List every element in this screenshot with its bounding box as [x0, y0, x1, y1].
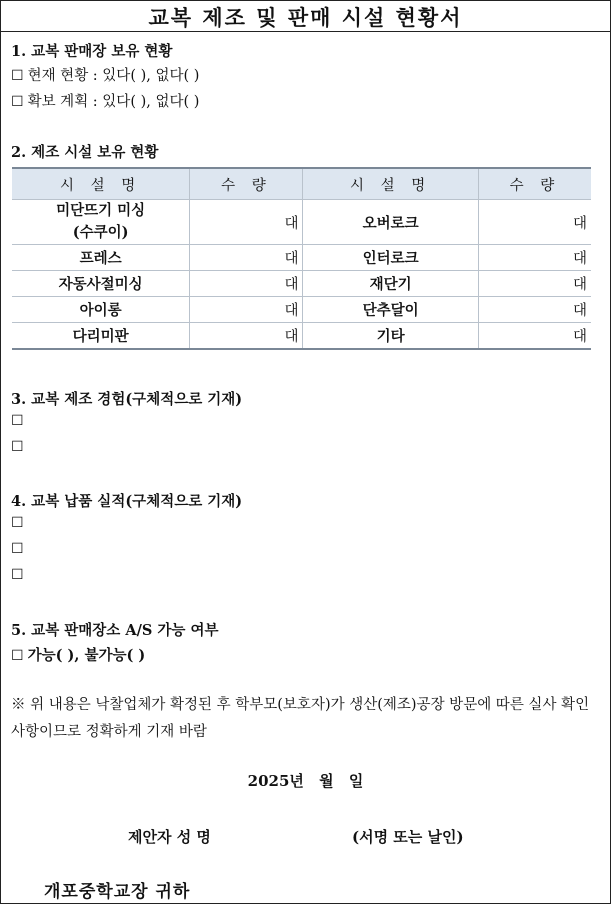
quantity-cell[interactable]: 대	[478, 200, 591, 245]
facility-name-cell: 인터로크	[303, 245, 478, 271]
facility-name-cell: 재단기	[303, 271, 478, 297]
section-3-entry[interactable]	[11, 413, 28, 429]
checkbox[interactable]: ☐	[11, 439, 24, 455]
facility-name-cell: 단추달이	[303, 297, 478, 323]
checkbox[interactable]: ☐	[11, 567, 24, 583]
checkbox[interactable]: ☐	[11, 541, 24, 557]
header-facility-name: 시 설 명	[12, 168, 190, 200]
quantity-cell[interactable]: 대	[190, 245, 303, 271]
date-line: 2025년 월 일	[247, 772, 364, 790]
facility-name-cell: 다리미판	[12, 323, 190, 350]
facility-name-cell: 미단뜨기 미싱 (수쿠이)	[12, 200, 190, 245]
table-row	[12, 323, 591, 350]
quantity-cell[interactable]: 대	[478, 297, 591, 323]
header-facility-name: 시 설 명	[303, 168, 478, 200]
checkbox[interactable]: ☐	[11, 68, 24, 84]
section-1-line-text: 확보 계획 : 있다( ), 없다( )	[27, 94, 200, 110]
recipient-line: 개포중학교장 귀하	[44, 882, 191, 902]
header-quantity: 수 량	[478, 168, 591, 200]
facility-table	[12, 167, 591, 350]
quantity-cell[interactable]: 대	[190, 297, 303, 323]
section-4-heading: 4. 교복 납품 실적(구체적으로 기재)	[11, 493, 243, 510]
facility-name-cell: 아이롱	[12, 297, 190, 323]
quantity-cell[interactable]: 대	[190, 271, 303, 297]
quantity-cell[interactable]: 대	[478, 271, 591, 297]
section-5-line[interactable]	[11, 644, 145, 665]
section-1-heading: 1. 교복 판매장 보유 현황	[11, 43, 173, 60]
checkbox[interactable]: ☐	[11, 515, 24, 531]
quantity-cell[interactable]: 대	[478, 245, 591, 271]
section-3-heading: 3. 교복 제조 경험(구체적으로 기재)	[11, 391, 243, 408]
checkbox[interactable]: ☐	[11, 413, 24, 429]
section-3-entry[interactable]	[11, 439, 28, 455]
section-5-line-text: 가능( ), 불가능( )	[27, 647, 146, 664]
section-1-line-current[interactable]	[11, 64, 199, 85]
checkbox[interactable]: ☐	[11, 94, 24, 110]
table-row	[12, 245, 591, 271]
facility-name-cell: 기타	[303, 323, 478, 350]
document-title: 교복 제조 및 판매 시설 현황서	[148, 5, 463, 30]
facility-name-cell: 오버로크	[303, 200, 478, 245]
section-5-heading: 5. 교복 판매장소 A/S 가능 여부	[11, 622, 219, 639]
section-4-entry[interactable]	[11, 515, 28, 531]
section-1-line-text: 현재 현황 : 있다( ), 없다( )	[27, 68, 200, 84]
header-quantity: 수 량	[190, 168, 303, 200]
proposer-label: 제안자 성 명	[128, 828, 211, 846]
facility-name-cell: 프레스	[12, 245, 190, 271]
section-1-line-plan[interactable]	[11, 90, 199, 111]
section-4-entry[interactable]	[11, 541, 28, 557]
title-divider	[0, 31, 611, 32]
table-row	[12, 297, 591, 323]
table-row	[12, 200, 591, 245]
table-row	[12, 271, 591, 297]
section-4-entry[interactable]	[11, 567, 28, 583]
table-header-row	[12, 168, 591, 200]
signature-note[interactable]: (서명 또는 날인)	[352, 828, 464, 846]
quantity-cell[interactable]: 대	[190, 200, 303, 245]
checkbox[interactable]: ☐	[11, 648, 24, 664]
facility-name-cell: 자동사절미싱	[12, 271, 190, 297]
notice-text: ※ 위 내용은 낙찰업체가 확정된 후 학부모(보호자)가 생산(제조)공장 방문에 따른 실사 확인 사항이므로 정확하게 기재 바람	[11, 697, 590, 740]
quantity-cell[interactable]: 대	[478, 323, 591, 350]
section-2-heading: 2. 제조 시설 보유 현황	[11, 144, 159, 161]
quantity-cell[interactable]: 대	[190, 323, 303, 350]
